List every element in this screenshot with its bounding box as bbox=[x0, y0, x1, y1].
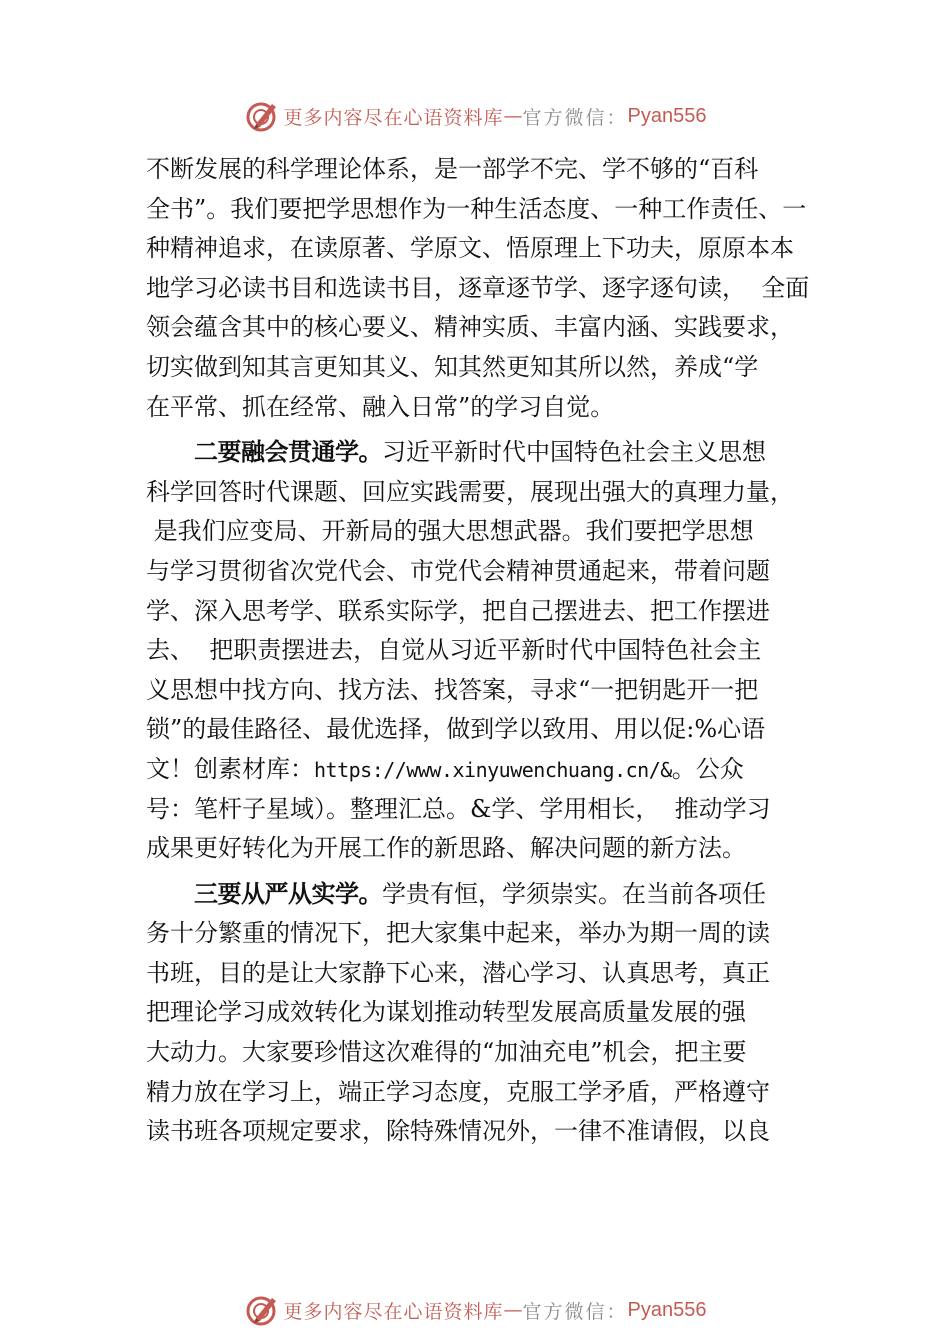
text-run: 文！创素材库： bbox=[146, 754, 314, 783]
text-line: 锁”的最佳路径、最优选择，做到学以致用、用以促:%心语 bbox=[146, 715, 766, 744]
text-line: 务十分繁重的情况下，把大家集中起来，举办为期一周的读 bbox=[146, 919, 770, 948]
text-line: 精力放在学习上，端正学习态度，克服工学矛盾，严格遵守 bbox=[146, 1077, 770, 1106]
text-line: 科学回答时代课题、回应实践需要，展现出强大的真理力量， bbox=[146, 477, 794, 506]
text-line: 号：笔杆子星域）。整理汇总。&学、学用相长， 推动学习 bbox=[146, 794, 771, 823]
text-line: 学、深入思考学、联系实际学，把自己摆进去、把工作摆进 bbox=[146, 596, 770, 625]
pen-logo-icon bbox=[244, 1292, 280, 1328]
text-line: 与学习贯彻省次党代会、市党代会精神贯通起来，带着问题 bbox=[146, 556, 770, 585]
text-line: 全书”。我们要把学思想作为一种生活态度、一种工作责任、一 bbox=[146, 194, 807, 223]
text-line: 在平常、抓在经常、融入日常”的学习自觉。 bbox=[146, 392, 615, 421]
paragraph-first-line bbox=[146, 433, 818, 473]
paragraph-1 bbox=[146, 150, 818, 427]
text-line: 大动力。大家要珍惜这次难得的“加油充电”机会，把主要 bbox=[146, 1038, 747, 1067]
header-wechat-id: Pyan556 bbox=[627, 104, 707, 127]
url-line bbox=[146, 750, 818, 790]
text-line: 切实做到知其言更知其义、知其然更知其所以然，养成“学 bbox=[146, 352, 759, 381]
text-line: 去、 把职责摆进去，自觉从习近平新时代中国特色社会主 bbox=[146, 636, 762, 665]
text-line: 书班，目的是让大家静下心来，潜心学习、认真思考，真正 bbox=[146, 958, 770, 987]
text-line: 读书班各项规定要求，除特殊情况外，一律不准请假，以良 bbox=[146, 1117, 770, 1146]
header-wechat-label: 官方微信： bbox=[522, 106, 628, 129]
text-line: 是我们应变局、开新局的强大思想武器。我们要把学思想 bbox=[146, 517, 754, 546]
text-line: 成果更好转化为开展工作的新思路、解决问题的新方法。 bbox=[146, 834, 746, 863]
text-line: 领会蕴含其中的核心要义、精神实质、丰富内涵、实践要求， bbox=[146, 313, 794, 342]
text-line: 不断发展的科学理论体系，是一部学不完、学不够的“百科 bbox=[146, 155, 759, 183]
text-line: 把理论学习成效转化为谋划推动转型发展高质量发展的强 bbox=[146, 998, 746, 1027]
text-line: 义思想中找方向、找方法、找答案，寻求“一把钥匙开一把 bbox=[146, 675, 759, 704]
footer-wechat-label: 官方微信： bbox=[522, 1300, 628, 1323]
pen-logo-icon bbox=[244, 98, 280, 134]
header-watermark bbox=[0, 96, 950, 136]
text-run: 。公众 bbox=[671, 754, 744, 783]
header-separator: — bbox=[503, 105, 523, 127]
section-heading: 三要从严从实学。 bbox=[194, 879, 382, 908]
section-heading: 二要融会贯通学。 bbox=[194, 438, 382, 467]
paragraph-2 bbox=[146, 433, 818, 869]
text-run: 学贵有恒，学须崇实。在当前各项任 bbox=[382, 879, 766, 908]
text-line: 种精神追求，在读原著、学原文、悟原理上下功夫，原原本本 bbox=[146, 234, 794, 263]
paragraph-first-line bbox=[146, 875, 818, 915]
url-text: https://www.xinyuwenchuang.cn/& bbox=[314, 757, 672, 782]
document-body bbox=[146, 150, 818, 1158]
footer-wechat-id: Pyan556 bbox=[627, 1298, 707, 1321]
text-line: 地学习必读书目和选读书目，逐章逐节学、逐字逐句读， 全面 bbox=[146, 273, 810, 302]
header-slogan: 更多内容尽在心语资料库 bbox=[283, 106, 504, 129]
footer-watermark bbox=[0, 1290, 950, 1330]
footer-slogan: 更多内容尽在心语资料库 bbox=[283, 1300, 504, 1323]
text-run: 习近平新时代中国特色社会主义思想 bbox=[382, 438, 766, 467]
paragraph-3 bbox=[146, 875, 818, 1152]
footer-separator: — bbox=[503, 1299, 523, 1321]
